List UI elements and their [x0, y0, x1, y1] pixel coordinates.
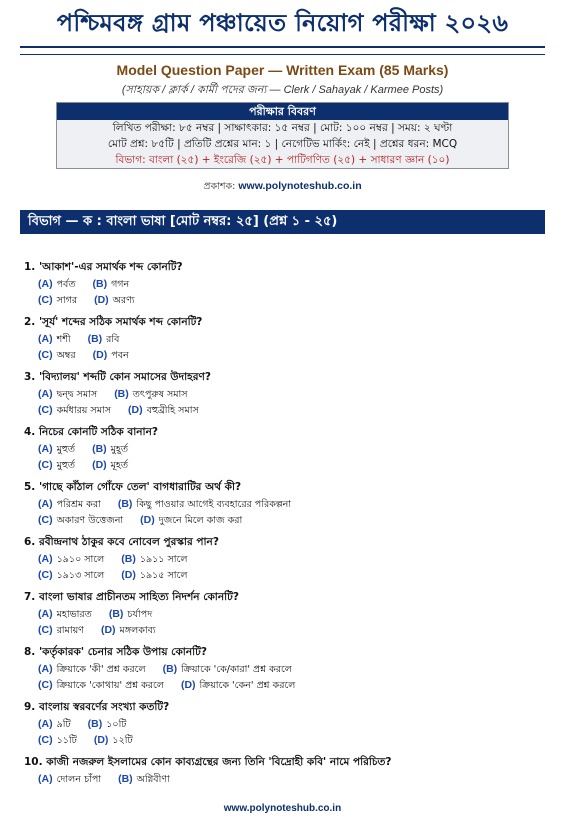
- option-text: মহাভারত: [56, 609, 92, 620]
- question-item: [24, 424, 544, 479]
- question-text: 6. রবীন্দ্রনাথ ঠাকুর কবে নোবেল পুরস্কার পান?: [24, 536, 219, 548]
- option-c[interactable]: [38, 402, 111, 419]
- option-letter: (A): [38, 278, 53, 290]
- question-text: 1. 'আকাশ'-এর সমার্থক শব্দ কোনটি?: [24, 261, 183, 273]
- option-row: [24, 331, 544, 347]
- option-row: [24, 771, 544, 787]
- option-text: ১০টি: [106, 719, 127, 730]
- option-text: দোলন চাঁপা: [56, 774, 102, 785]
- option-row: [24, 457, 544, 473]
- option-text: অকারণ উত্তেজনা: [56, 515, 124, 526]
- option-letter: (C): [38, 679, 53, 691]
- option-a[interactable]: [38, 386, 97, 403]
- option-d[interactable]: [94, 732, 133, 749]
- option-row: [24, 606, 544, 622]
- paper-subtitle: Model Question Paper — Written Exam (85 Marks): [116, 62, 449, 78]
- question-text: 5. 'গাছে কাঁঠাল গোঁফে তেল' বাগধারাটির অর্থ কী?: [24, 481, 242, 493]
- option-b[interactable]: [92, 276, 129, 293]
- option-text: বহুব্রীহি সমাস: [146, 405, 199, 416]
- option-row: [24, 386, 544, 402]
- option-letter: (B): [114, 388, 129, 400]
- option-text: অরণ্য: [112, 295, 135, 306]
- option-letter: (A): [38, 388, 53, 400]
- option-letter: (D): [140, 514, 155, 526]
- option-text: মুহুর্ত: [56, 460, 76, 471]
- option-d[interactable]: [181, 677, 295, 694]
- option-text: তৎপুরুষ সমাস: [132, 389, 188, 400]
- option-c[interactable]: [38, 292, 77, 309]
- option-a[interactable]: [38, 716, 71, 733]
- option-row: [24, 551, 544, 567]
- option-d[interactable]: [101, 622, 156, 639]
- option-d[interactable]: [121, 567, 187, 584]
- option-c[interactable]: [38, 677, 164, 694]
- option-letter: (A): [38, 663, 53, 675]
- option-text: ১৯১১ সালে: [139, 554, 188, 565]
- option-text: কিছু পাওয়ার আগেই ব্যবহারের পরিকল্পনা: [136, 499, 292, 510]
- option-row: [24, 496, 544, 512]
- option-text: ১১টি: [56, 735, 77, 746]
- option-text: গগন: [111, 279, 130, 290]
- option-text: রবি: [106, 334, 120, 345]
- option-row: [24, 347, 544, 363]
- title-divider-top: [20, 46, 545, 48]
- option-letter: (C): [38, 734, 53, 746]
- option-a[interactable]: [38, 441, 75, 458]
- option-text: ৯টি: [56, 719, 71, 730]
- option-letter: (B): [87, 718, 103, 730]
- question-item: [24, 754, 544, 809]
- option-letter: (C): [38, 349, 53, 361]
- option-letter: (A): [38, 718, 53, 730]
- option-text: সাগর: [56, 295, 78, 306]
- publisher-line: [0, 180, 565, 195]
- option-b[interactable]: [118, 771, 170, 788]
- option-letter: (B): [162, 663, 178, 675]
- question-item: [24, 479, 544, 534]
- option-letter: (A): [38, 608, 53, 620]
- option-d[interactable]: [128, 402, 199, 419]
- option-a[interactable]: [38, 661, 146, 678]
- option-letter: (A): [38, 443, 53, 455]
- option-row: [24, 512, 544, 528]
- option-text: অম্বর: [56, 350, 76, 361]
- option-text: ১৯১৩ সালে: [56, 570, 105, 581]
- option-letter: (B): [87, 333, 103, 345]
- title-divider-bottom: [20, 54, 545, 55]
- option-row: [24, 402, 544, 418]
- option-a[interactable]: [38, 331, 71, 348]
- option-d[interactable]: [92, 457, 128, 474]
- option-a[interactable]: [38, 551, 104, 568]
- question-item: [24, 644, 544, 699]
- option-text: পবন: [111, 350, 129, 361]
- question-text: 3. 'বিদ্যালয়' শব্দটি কোন সমাসের উদাহরণ?: [24, 371, 211, 383]
- option-c[interactable]: [38, 457, 75, 474]
- option-letter: (B): [121, 553, 136, 565]
- option-row: [24, 292, 544, 308]
- question-text: 9. বাংলায় স্বরবর্ণের সংখ্যা কতটি?: [24, 701, 170, 713]
- question-item: [24, 534, 544, 589]
- option-text: মঙ্গলকাব্য: [119, 625, 156, 636]
- option-b[interactable]: [92, 441, 128, 458]
- option-text: ১৯১০ সালে: [56, 554, 105, 565]
- option-text: ১২টি: [112, 735, 133, 746]
- option-letter: (D): [94, 294, 109, 306]
- option-c[interactable]: [38, 622, 84, 639]
- option-b[interactable]: [118, 496, 291, 513]
- option-letter: (B): [92, 443, 107, 455]
- option-letter: (C): [38, 294, 53, 306]
- option-row: [24, 716, 544, 732]
- option-row: [24, 677, 544, 693]
- option-letter: (C): [38, 404, 53, 416]
- option-text: দুজনে মিলে কাজ করা: [158, 515, 243, 526]
- option-letter: (A): [38, 333, 53, 345]
- option-letter: (D): [121, 569, 136, 581]
- option-row: [24, 441, 544, 457]
- option-text: অগ্নিবীণা: [136, 774, 170, 785]
- option-letter: (C): [38, 624, 53, 636]
- option-text: পরিশ্রম করা: [56, 499, 101, 510]
- option-text: ক্রিয়াকে 'কেন' প্রশ্ন করলে: [199, 680, 296, 691]
- option-b[interactable]: [121, 551, 187, 568]
- option-c[interactable]: [38, 347, 76, 364]
- option-letter: (D): [93, 734, 109, 746]
- option-text: ক্রিয়াকে 'কে/কারা' প্রশ্ন করলে: [181, 664, 292, 675]
- option-b[interactable]: [114, 386, 187, 403]
- option-b[interactable]: [109, 606, 152, 623]
- question-item: [24, 314, 544, 369]
- question-text: 7. বাংলা ভাষার প্রাচীনতম সাহিত্য নিদর্শন কোনটি?: [24, 591, 239, 603]
- option-letter: (D): [180, 679, 196, 691]
- option-letter: (D): [100, 624, 116, 636]
- publisher-link[interactable]: www.polynoteshub.co.in: [238, 180, 362, 192]
- option-row: [24, 732, 544, 748]
- question-text: 2. 'সূর্য' শব্দের সঠিক সমার্থক শব্দ কোনটি?: [24, 316, 203, 328]
- option-a[interactable]: [38, 771, 101, 788]
- option-letter: (A): [38, 553, 53, 565]
- option-letter: (D): [92, 459, 107, 471]
- question-item: [24, 699, 544, 754]
- exam-info-box: [56, 102, 509, 169]
- option-a[interactable]: [38, 496, 101, 513]
- option-text: কর্মধারয় সমাস: [56, 405, 112, 416]
- option-text: শশী: [56, 334, 71, 345]
- section-heading-bengali: বিভাগ — ক : বাংলা ভাষা [মোট নম্বর: ২৫] (প্রশ্ন ১ - ২৫): [20, 210, 545, 234]
- option-row: [24, 622, 544, 638]
- page-title: পশ্চিমবঙ্গ গ্রাম পঞ্চায়েত নিয়োগ পরীক্ষা ২০২৬: [56, 9, 509, 37]
- option-row: [24, 276, 544, 292]
- publisher-label: প্রকাশক:: [203, 181, 236, 192]
- option-c[interactable]: [38, 732, 77, 749]
- option-d[interactable]: [93, 347, 129, 364]
- question-list: [24, 259, 544, 809]
- question-text: 4. নিচের কোনটি সঠিক বানান?: [24, 426, 158, 438]
- option-text: মুহুর্ত: [56, 444, 76, 455]
- option-text: চর্যাপদ: [127, 609, 153, 620]
- option-letter: (D): [92, 349, 108, 361]
- option-text: দ্বন্দ্ব সমাস: [56, 389, 98, 400]
- option-text: পর্বত: [56, 279, 76, 290]
- option-b[interactable]: [88, 331, 120, 348]
- option-c[interactable]: [38, 512, 123, 529]
- option-b[interactable]: [163, 661, 292, 678]
- option-text: মুহূর্ত: [110, 444, 129, 455]
- exam-info-heading: পরীক্ষার বিবরণ: [57, 103, 508, 120]
- option-text: মূহর্ত: [110, 460, 129, 471]
- question-item: [24, 589, 544, 644]
- option-d[interactable]: [94, 292, 135, 309]
- option-d[interactable]: [140, 512, 242, 529]
- footer-site-link[interactable]: www.polynoteshub.co.in: [223, 803, 342, 814]
- question-text: 10. কাজী নজরুল ইসলামের কোন কাব্যগ্রন্থের জন্য তিনি 'বিদ্রোহী কবি' নামে পরিচিত?: [24, 756, 392, 768]
- posts-note: (সাহায়ক / ক্লার্ক / কার্মী পদের জন্য — Clerk / Sahayak / Karmee Posts): [121, 84, 444, 96]
- exam-info-questions: মোট প্রশ্ন: ৮৫টি | প্রতিটি প্রশ্নের মান: ১ | নেগেটিভ মার্কিং: নেই | প্রশ্নের ধরন: MCQ: [107, 138, 458, 150]
- question-item: [24, 369, 544, 424]
- question-item: [24, 259, 544, 314]
- option-letter: (B): [118, 773, 133, 785]
- option-letter: (C): [38, 569, 53, 581]
- option-a[interactable]: [38, 606, 92, 623]
- question-text: 8. 'কর্তৃকারক' চেনার সঠিক উপায় কোনটি?: [24, 646, 207, 658]
- option-text: ১৯১৫ সালে: [139, 570, 188, 581]
- option-letter: (B): [108, 608, 124, 620]
- option-letter: (C): [38, 459, 53, 471]
- option-letter: (C): [38, 514, 53, 526]
- option-row: [24, 567, 544, 583]
- option-letter: (B): [92, 278, 108, 290]
- option-text: রামায়ণ: [56, 625, 84, 636]
- option-row: [24, 661, 544, 677]
- option-letter: (D): [128, 404, 143, 416]
- option-a[interactable]: [38, 276, 75, 293]
- option-letter: (A): [38, 773, 53, 785]
- option-letter: (A): [38, 498, 53, 510]
- option-c[interactable]: [38, 567, 104, 584]
- option-b[interactable]: [88, 716, 127, 733]
- exam-info-marks: লিখিত পরীক্ষা: ৮৫ নম্বর | সাক্ষাৎকার: ১৫ নম্বর | মোট: ১০০ নম্বর | সময়: ২ ঘণ্টা: [112, 122, 453, 134]
- exam-info-sections: বিভাগ: বাংলা (২৫) + ইংরেজি (২৫) + পাটিগণিত (২৫) + সাধারণ জ্ঞান (১০): [115, 154, 450, 166]
- option-letter: (B): [117, 498, 133, 510]
- option-text: ক্রিয়াকে 'কোথায়' প্রশ্ন করলে: [56, 680, 164, 691]
- option-text: ক্রিয়াকে 'কী' প্রশ্ন করলে: [56, 664, 146, 675]
